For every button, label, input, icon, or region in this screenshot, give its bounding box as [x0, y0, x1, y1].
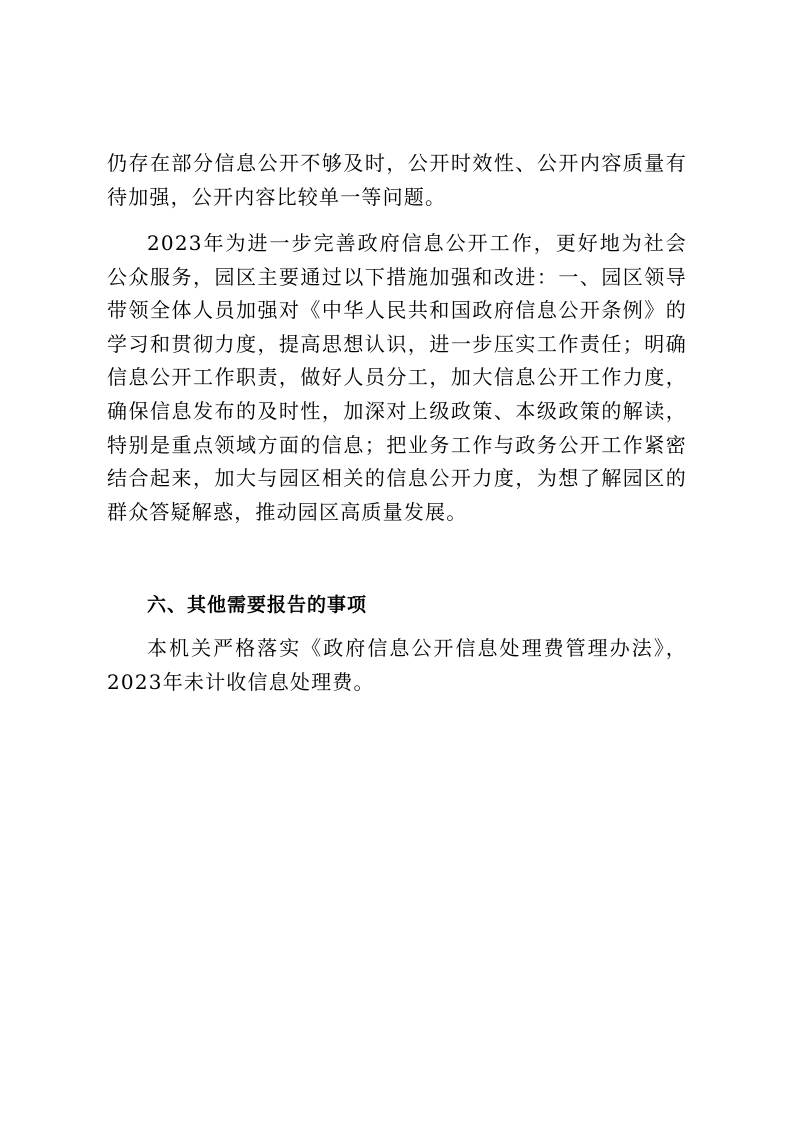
paragraph-other-matters: 本机关严格落实《政府信息公开信息处理费管理办法》，2023年未计收信息处理费。 [107, 636, 687, 694]
paragraph-improvements: 2023年为进一步完善政府信息公开工作，更好地为社会公众服务，园区主要通过以下措施加强和改进：一、园区领导带领全体人员加强对《中华人民共和国政府信息公开条例》的学习和贯彻力度，提高思想认识，进一步压实工作责任；明确信息公开工作职责，做好人员分工，加大信息公开工作力度，确保信息发布的及时性，加深对上级政策、本级政策的解读，特别是重点领域方面的信息；把业务工作与政务公开工作紧密结合起来，加大与园区相关的信息公开力度，为想了解园区的群众答疑解惑，推动园区高质量发展。 [107, 231, 687, 524]
paragraph-issues: 仍存在部分信息公开不够及时，公开时效性、公开内容质量有待加强，公开内容比较单一等问题。 [107, 151, 687, 209]
section-heading: 六、其他需要报告的事项 [147, 594, 368, 616]
